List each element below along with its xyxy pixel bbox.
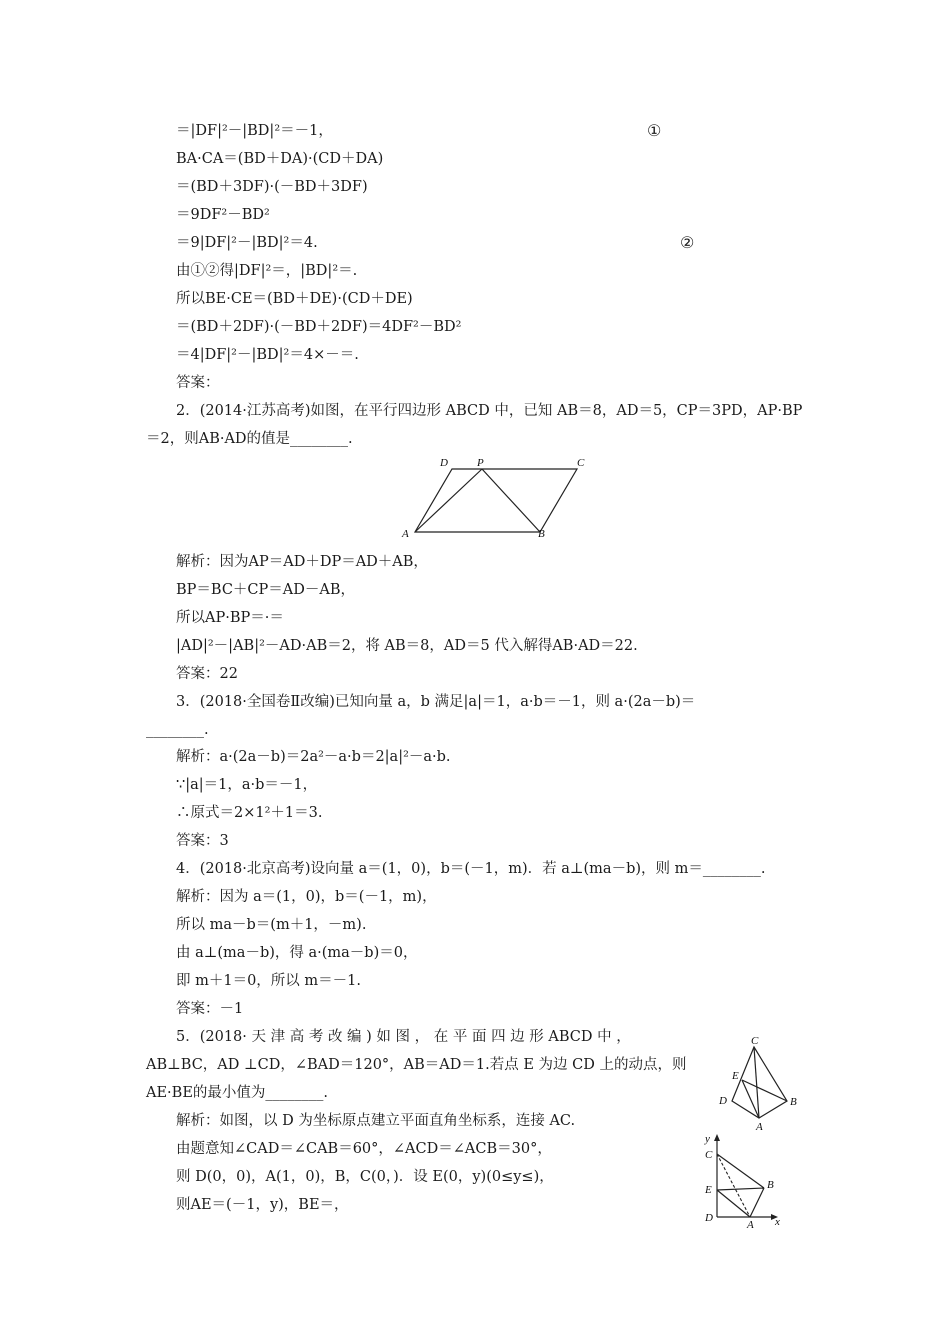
label-B: B [538, 528, 545, 540]
text-line: |AD|²－|AB|²－AD·AB＝2，将 AB＝8，AD＝5 代入解得AB·AD＝22. [176, 638, 638, 654]
quadrilateral-figure [712, 1033, 812, 1133]
question-2: 2．(2014·江苏高考)如图，在平行四边形 ABCD 中，已知 AB＝8，AD＝5，CP＝3PD，AP·BP [176, 403, 803, 419]
text-line: 所以AP·BP＝·＝ [176, 610, 284, 626]
text-line: ＝4|DF|²－|BD|²＝4×－＝. [176, 347, 359, 363]
label-E: E [705, 1184, 712, 1196]
label-C: C [751, 1035, 759, 1047]
answer-line: 答案：22 [176, 666, 238, 682]
text-line: 所以BE·CE＝(BD＋DE)·(CD＋DE) [176, 291, 413, 307]
text-line: ＝(BD＋2DF)·(－BD＋2DF)＝4DF²－BD² [176, 319, 462, 335]
label-A: A [402, 528, 409, 540]
text-line: 由 a⊥(ma－b)，得 a·(ma－b)＝0， [176, 945, 418, 961]
answer-line: 答案：－1 [176, 1001, 244, 1017]
text-line: 解析：因为 a＝(1，0)，b＝(－1，m)， [176, 889, 437, 905]
text-line: AE·BE的最小值为________. [146, 1085, 329, 1101]
text-line: 则AE＝(－1，y)，BE＝， [176, 1197, 349, 1213]
text-line: ＝9|DF|²－|BD|²＝4. [176, 235, 318, 251]
label-D: D [719, 1095, 727, 1107]
label-E: E [732, 1070, 739, 1082]
label-B: B [767, 1179, 774, 1191]
label-C: C [705, 1149, 713, 1161]
label-B: B [790, 1096, 797, 1108]
question-4: 4．(2018·北京高考)设向量 a＝(1，0)，b＝(－1，m)．若 a⊥(ma－b)，则 m＝________. [176, 861, 766, 877]
text-line: 则 D(0，0)，A(1，0)，B，C(0，)．设 E(0，y)(0≤y≤)， [176, 1169, 554, 1185]
text-line: ∴原式＝2×1²＋1＝3. [176, 805, 323, 821]
label-C: C [577, 457, 585, 469]
label-x: x [775, 1216, 780, 1228]
text-line: 即 m＋1＝0，所以 m＝－1. [176, 973, 362, 989]
text-line: ∵|a|＝1，a·b＝－1， [176, 777, 318, 793]
label-A: A [747, 1219, 754, 1230]
text-line: ＝|DF|²－|BD|²＝－1， [176, 123, 333, 139]
label-D: D [440, 457, 448, 469]
text-line: 解析：a·(2a－b)＝2a²－a·b＝2|a|²－a·b. [176, 749, 451, 765]
question-5: 5．(2018· 天 津 高 考 改 编 ) 如 图 ， 在 平 面 四 边 形 ABCD 中 ， [176, 1029, 631, 1045]
text-line: AB⊥BC，AD ⊥CD，∠BAD＝120°，AB＝AD＝1.若点 E 为边 CD 上的动点，则 [146, 1057, 687, 1073]
question-3: 3．(2018·全国卷Ⅱ改编)已知向量 a，b 满足|a|＝1，a·b＝－1，则 a·(2a－b)＝ [176, 694, 696, 710]
circle-number-1: ① [647, 121, 662, 140]
label-A: A [756, 1121, 763, 1133]
text-line: BA·CA＝(BD＋DA)·(CD＋DA) [176, 151, 384, 167]
text-line: 解析：如图，以 D 为坐标原点建立平面直角坐标系，连接 AC. [176, 1113, 576, 1129]
text-line: 由①②得|DF|²＝，|BD|²＝. [176, 263, 358, 279]
coordinate-figure [700, 1130, 790, 1230]
text-line: ________. [146, 722, 209, 738]
answer-line: 答案：3 [176, 833, 229, 849]
label-y: y [705, 1133, 710, 1145]
text-line: BP＝BC＋CP＝AD－AB， [176, 582, 356, 598]
label-D: D [705, 1212, 713, 1224]
text-line: ＝(BD＋3DF)·(－BD＋3DF) [176, 179, 368, 195]
circle-number-2: ② [680, 233, 695, 252]
text-line: 所以 ma－b＝(m＋1，－m). [176, 917, 367, 933]
text-line: 解析：因为AP＝AD＋DP＝AD＋AB， [176, 554, 428, 570]
text-line: 由题意知∠CAD＝∠CAB＝60°，∠ACD＝∠ACB＝30°， [176, 1141, 552, 1157]
parallelogram-figure [395, 455, 595, 540]
text-line: ＝2，则AB·AD的值是________. [146, 431, 353, 447]
label-P: P [477, 457, 484, 469]
answer-label: 答案： [176, 375, 220, 391]
text-line: ＝9DF²－BD² [176, 207, 270, 223]
